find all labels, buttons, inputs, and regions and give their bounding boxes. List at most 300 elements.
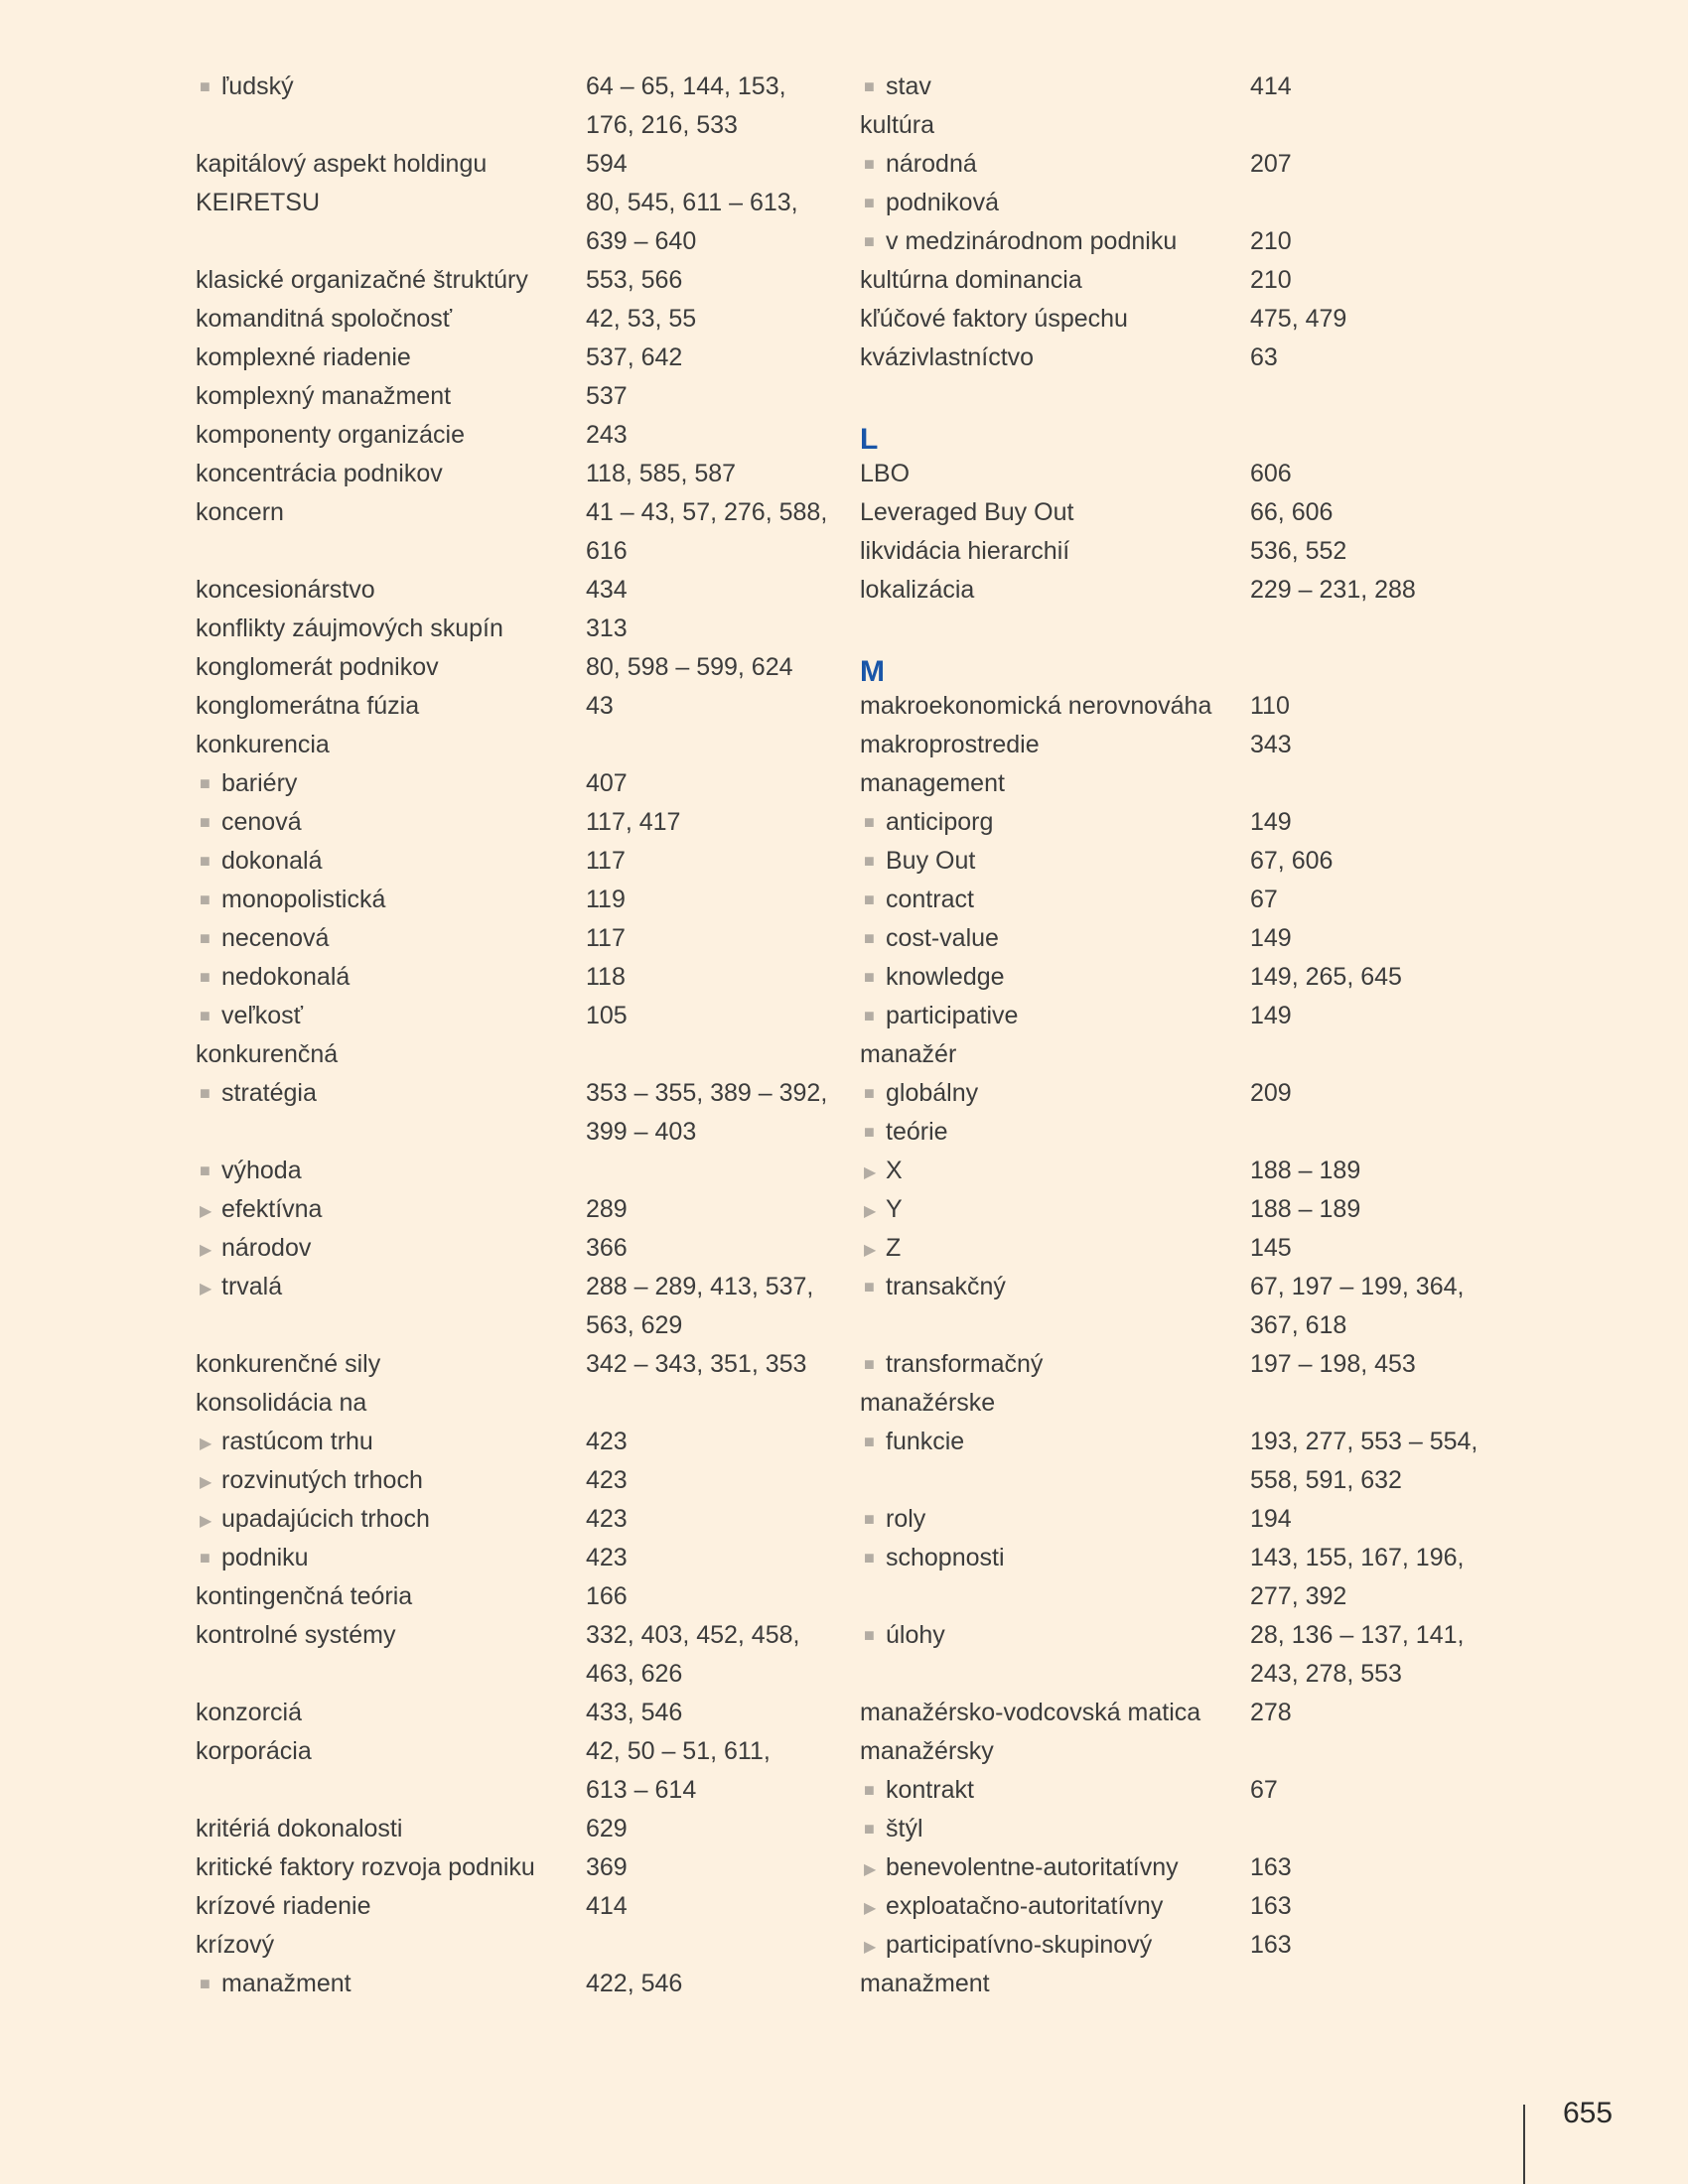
index-page-refs bbox=[1250, 532, 1346, 571]
index-term bbox=[200, 1500, 430, 1541]
index-term bbox=[196, 300, 452, 339]
page-ref-line: 207 bbox=[1250, 150, 1292, 178]
index-term-text: kontrakt bbox=[886, 1776, 974, 1804]
page-ref-line: 163 bbox=[1250, 1931, 1292, 1959]
index-term-text: kultúrna dominancia bbox=[860, 266, 1082, 294]
triangle-bullet-icon: ▶ bbox=[864, 1900, 877, 1917]
index-term-text: funkcie bbox=[886, 1428, 965, 1455]
square-bullet-icon: ■ bbox=[864, 1083, 875, 1103]
page-ref-line: 423 bbox=[586, 1505, 628, 1533]
index-page-refs bbox=[586, 1732, 771, 1810]
index-page-refs bbox=[586, 1461, 628, 1500]
index-page-refs bbox=[586, 1539, 628, 1577]
index-term-text: kvázivlastníctvo bbox=[860, 343, 1035, 371]
triangle-bullet-icon: ▶ bbox=[864, 1164, 877, 1181]
page-ref-line: 166 bbox=[586, 1582, 628, 1610]
page-ref-line: 149 bbox=[1250, 808, 1292, 836]
index-term-text: KEIRETSU bbox=[196, 189, 321, 216]
index-term-text: Leveraged Buy Out bbox=[860, 498, 1074, 526]
page-ref-line: 67 bbox=[1250, 1776, 1278, 1804]
index-term bbox=[864, 842, 975, 881]
index-page-refs bbox=[586, 764, 628, 803]
index-term-text: rozvinutých trhoch bbox=[221, 1466, 423, 1494]
index-term bbox=[200, 1423, 373, 1463]
index-page-refs bbox=[586, 1577, 628, 1616]
page-ref-line: 342 – 343, 351, 353 bbox=[586, 1350, 807, 1378]
index-term-text: koncern bbox=[196, 498, 284, 526]
index-term bbox=[864, 1616, 945, 1655]
index-page-refs bbox=[1250, 1616, 1464, 1694]
index-term-text: manažér bbox=[860, 1040, 957, 1068]
index-term bbox=[864, 997, 1018, 1035]
page-ref-line: 366 bbox=[586, 1234, 628, 1262]
index-page-refs bbox=[1250, 339, 1278, 377]
index-term-text: komanditná spoločnosť bbox=[196, 305, 453, 333]
index-term bbox=[864, 1423, 964, 1461]
index-term bbox=[860, 455, 910, 493]
index-term bbox=[196, 1616, 395, 1655]
page-ref-line: 399 – 403 bbox=[586, 1118, 697, 1146]
index-page-refs bbox=[586, 300, 696, 339]
index-term-text: koncentrácia podnikov bbox=[196, 460, 443, 487]
page-ref-line: 553, 566 bbox=[586, 266, 683, 294]
index-page-refs bbox=[1250, 1500, 1292, 1539]
index-page-refs bbox=[586, 1500, 628, 1539]
page-ref-line: 188 – 189 bbox=[1250, 1157, 1361, 1184]
index-page-refs bbox=[586, 1345, 806, 1384]
index-page-refs bbox=[1250, 493, 1333, 532]
index-term bbox=[864, 68, 931, 106]
index-page-refs bbox=[1250, 1926, 1292, 1965]
index-term bbox=[196, 648, 439, 687]
index-term bbox=[200, 1268, 282, 1308]
square-bullet-icon: ■ bbox=[864, 1006, 875, 1025]
index-term bbox=[864, 184, 999, 222]
index-page-refs bbox=[586, 958, 626, 997]
page-ref-line: 434 bbox=[586, 576, 628, 604]
index-term bbox=[196, 1887, 370, 1926]
page-ref-line: 537 bbox=[586, 382, 628, 410]
index-term-text: stratégia bbox=[221, 1079, 317, 1107]
page-ref-line: 594 bbox=[586, 150, 628, 178]
index-term bbox=[864, 1500, 925, 1539]
index-term bbox=[196, 339, 411, 377]
index-term bbox=[200, 1461, 423, 1502]
index-term-text: manažérske bbox=[860, 1389, 996, 1417]
square-bullet-icon: ■ bbox=[864, 812, 875, 832]
square-bullet-icon: ■ bbox=[864, 1625, 875, 1645]
index-page-refs bbox=[1250, 455, 1292, 493]
index-term-text: manažment bbox=[221, 1970, 352, 1997]
square-bullet-icon: ■ bbox=[200, 889, 211, 909]
index-term bbox=[196, 493, 284, 532]
page-ref-line: 536, 552 bbox=[1250, 537, 1347, 565]
page-ref-line: 67 bbox=[1250, 886, 1278, 913]
index-term-text: LBO bbox=[860, 460, 911, 487]
index-term bbox=[860, 106, 934, 145]
page-ref-line: 369 bbox=[586, 1853, 628, 1881]
page-ref-line: 163 bbox=[1250, 1892, 1292, 1920]
page-ref-line: 414 bbox=[1250, 72, 1292, 100]
index-term-text: klasické organizačné štruktúry bbox=[196, 266, 528, 294]
index-page-refs bbox=[586, 1965, 682, 2003]
page-ref-line: 43 bbox=[586, 692, 614, 720]
triangle-bullet-icon: ▶ bbox=[864, 1861, 877, 1878]
page-ref-line: 64 – 65, 144, 153, bbox=[586, 72, 786, 100]
index-page-refs bbox=[586, 687, 614, 726]
page-ref-line: 277, 392 bbox=[1250, 1582, 1347, 1610]
index-term bbox=[860, 1965, 990, 2003]
page-ref-line: 143, 155, 167, 196, bbox=[1250, 1544, 1465, 1571]
index-page-refs bbox=[1250, 842, 1333, 881]
index-term bbox=[864, 958, 1005, 997]
index-term-text: manažérsko-vodcovská matica bbox=[860, 1699, 1201, 1726]
index-term-text: koncesionárstvo bbox=[196, 576, 375, 604]
index-page-refs bbox=[586, 1694, 682, 1732]
index-term-text: národná bbox=[886, 150, 977, 178]
index-term-text: transformačný bbox=[886, 1350, 1044, 1378]
square-bullet-icon: ■ bbox=[200, 812, 211, 832]
index-term bbox=[864, 1190, 903, 1231]
index-term-text: cost-value bbox=[886, 924, 999, 952]
index-term-text: roly bbox=[886, 1505, 926, 1533]
square-bullet-icon: ■ bbox=[200, 76, 211, 96]
triangle-bullet-icon: ▶ bbox=[200, 1435, 212, 1452]
square-bullet-icon: ■ bbox=[864, 1819, 875, 1839]
index-term bbox=[200, 68, 294, 106]
index-term bbox=[860, 764, 1005, 803]
page-ref-line: 163 bbox=[1250, 1853, 1292, 1881]
index-term-text: efektívna bbox=[221, 1195, 323, 1223]
square-bullet-icon: ■ bbox=[864, 154, 875, 174]
index-page-refs bbox=[586, 1887, 628, 1926]
page-ref-line: 80, 545, 611 – 613, bbox=[586, 189, 798, 216]
index-term bbox=[860, 493, 1073, 532]
index-term-text: participative bbox=[886, 1002, 1019, 1029]
index-page-refs bbox=[586, 610, 628, 648]
index-page-refs bbox=[586, 184, 798, 261]
page-ref-line: 105 bbox=[586, 1002, 628, 1029]
index-page-refs bbox=[586, 1190, 628, 1229]
index-page-refs bbox=[586, 881, 626, 919]
index-page-refs bbox=[1250, 726, 1292, 764]
square-bullet-icon: ■ bbox=[200, 773, 211, 793]
index-term-text: podniku bbox=[221, 1544, 309, 1571]
index-term-text: rastúcom trhu bbox=[221, 1428, 373, 1455]
index-term-text: konsolidácia na bbox=[196, 1389, 367, 1417]
index-term-text: konzorciá bbox=[196, 1699, 302, 1726]
index-term bbox=[864, 1926, 1152, 1967]
page-ref-line: 558, 591, 632 bbox=[1250, 1466, 1402, 1494]
page-ref-line: 343 bbox=[1250, 731, 1292, 758]
index-page-refs bbox=[586, 261, 682, 300]
index-term-text: contract bbox=[886, 886, 974, 913]
square-bullet-icon: ■ bbox=[864, 76, 875, 96]
page-ref-line: 414 bbox=[586, 1892, 628, 1920]
index-term bbox=[196, 1732, 312, 1771]
index-term bbox=[196, 1345, 380, 1384]
index-term bbox=[864, 1345, 1043, 1384]
page-ref-line: 67, 197 – 199, 364, bbox=[1250, 1273, 1465, 1300]
index-page-refs bbox=[586, 1616, 799, 1694]
index-page-refs bbox=[586, 377, 628, 416]
square-bullet-icon: ■ bbox=[200, 1160, 211, 1180]
index-term-text: výhoda bbox=[221, 1157, 302, 1184]
index-term-text: schopnosti bbox=[886, 1544, 1005, 1571]
index-term-text: komponenty organizácie bbox=[196, 421, 465, 449]
square-bullet-icon: ■ bbox=[864, 1354, 875, 1374]
square-bullet-icon: ■ bbox=[200, 851, 211, 871]
index-page-refs bbox=[1250, 68, 1292, 106]
index-term-text: X bbox=[886, 1157, 903, 1184]
index-term bbox=[200, 1190, 322, 1231]
index-term bbox=[864, 1539, 1005, 1577]
index-term bbox=[196, 1035, 338, 1074]
square-bullet-icon: ■ bbox=[200, 1548, 211, 1568]
index-term-text: konkurencia bbox=[196, 731, 330, 758]
index-term bbox=[200, 764, 297, 803]
page-ref-line: 289 bbox=[586, 1195, 628, 1223]
index-term-text: nedokonalá bbox=[221, 963, 351, 991]
index-page-refs bbox=[1250, 571, 1416, 610]
index-term-text: Z bbox=[886, 1234, 902, 1262]
index-term bbox=[860, 726, 1040, 764]
index-page-refs bbox=[586, 1810, 628, 1848]
index-term-text: krízový bbox=[196, 1931, 275, 1959]
index-page-refs bbox=[1250, 145, 1292, 184]
index-term-text: konflikty záujmových skupín bbox=[196, 614, 503, 642]
index-term-text: teórie bbox=[886, 1118, 948, 1146]
page-ref-line: 110 bbox=[1250, 692, 1290, 720]
page-ref-line: 41 – 43, 57, 276, 588, bbox=[586, 498, 828, 526]
page-ref-line: 278 bbox=[1250, 1699, 1292, 1726]
index-page-refs bbox=[586, 842, 626, 881]
page-ref-line: 149 bbox=[1250, 1002, 1292, 1029]
index-term bbox=[196, 610, 503, 648]
index-term bbox=[864, 1113, 948, 1152]
page-ref-line: 423 bbox=[586, 1428, 628, 1455]
index-term bbox=[200, 1965, 352, 2003]
page-ref-line: 149, 265, 645 bbox=[1250, 963, 1402, 991]
square-bullet-icon: ■ bbox=[200, 1083, 211, 1103]
page-ref-line: 629 bbox=[586, 1815, 628, 1843]
index-page-refs bbox=[586, 1074, 827, 1152]
page-ref-line: 433, 546 bbox=[586, 1699, 683, 1726]
page-ref-line: 422, 546 bbox=[586, 1970, 683, 1997]
square-bullet-icon: ■ bbox=[200, 967, 211, 987]
index-term-text: makroprostredie bbox=[860, 731, 1040, 758]
index-page-refs bbox=[586, 455, 736, 493]
index-term bbox=[196, 1810, 402, 1848]
triangle-bullet-icon: ▶ bbox=[864, 1203, 877, 1220]
index-term-text: konglomerát podnikov bbox=[196, 653, 439, 681]
section-letter-label: L bbox=[860, 423, 879, 456]
index-term bbox=[196, 1926, 274, 1965]
square-bullet-icon: ■ bbox=[864, 1277, 875, 1297]
page-ref-line: 149 bbox=[1250, 924, 1292, 952]
page-ref-line: 613 – 614 bbox=[586, 1776, 697, 1804]
index-term bbox=[864, 1268, 1006, 1306]
index-term-text: cenová bbox=[221, 808, 302, 836]
index-term-text: exploatačno-autoritatívny bbox=[886, 1892, 1164, 1920]
page-ref-line: 80, 598 – 599, 624 bbox=[586, 653, 793, 681]
index-page-refs bbox=[1250, 222, 1292, 261]
index-page-refs bbox=[1250, 1074, 1292, 1113]
page-ref-line: 210 bbox=[1250, 266, 1292, 294]
index-term bbox=[196, 1694, 302, 1732]
square-bullet-icon: ■ bbox=[864, 1509, 875, 1529]
index-term bbox=[196, 261, 528, 300]
index-page-refs bbox=[1250, 1694, 1292, 1732]
square-bullet-icon: ■ bbox=[864, 1432, 875, 1451]
index-term bbox=[200, 842, 322, 881]
index-term-text: národov bbox=[221, 1234, 312, 1262]
square-bullet-icon: ■ bbox=[864, 193, 875, 212]
page-ref-line: 209 bbox=[1250, 1079, 1292, 1107]
page-ref-line: 66, 606 bbox=[1250, 498, 1334, 526]
triangle-bullet-icon: ▶ bbox=[864, 1939, 877, 1956]
page-ref-line: 117, 417 bbox=[586, 808, 681, 836]
page-ref-line: 118, 585, 587 bbox=[586, 460, 737, 487]
square-bullet-icon: ■ bbox=[864, 1122, 875, 1142]
index-term bbox=[196, 1577, 412, 1616]
square-bullet-icon: ■ bbox=[864, 1548, 875, 1568]
index-term-text: úlohy bbox=[886, 1621, 945, 1649]
index-term bbox=[860, 1694, 1200, 1732]
index-term-text: trvalá bbox=[221, 1273, 283, 1300]
index-term-text: likvidácia hierarchií bbox=[860, 537, 1070, 565]
page-ref-line: 475, 479 bbox=[1250, 305, 1347, 333]
page-ref-line: 229 – 231, 288 bbox=[1250, 576, 1416, 604]
index-page-refs bbox=[1250, 881, 1278, 919]
index-page-refs bbox=[1250, 1190, 1360, 1229]
index-page-refs bbox=[1250, 1268, 1464, 1345]
page-ref-line: 176, 216, 533 bbox=[586, 111, 738, 139]
page-ref-line: 537, 642 bbox=[586, 343, 683, 371]
page-ref-line: 616 bbox=[586, 537, 628, 565]
page-ref-line: 117 bbox=[586, 847, 626, 875]
index-term-text: kontingenčná teória bbox=[196, 1582, 413, 1610]
triangle-bullet-icon: ▶ bbox=[200, 1203, 212, 1220]
page-ref-line: 353 – 355, 389 – 392, bbox=[586, 1079, 828, 1107]
index-term bbox=[860, 300, 1128, 339]
page-ref-line: 197 – 198, 453 bbox=[1250, 1350, 1416, 1378]
index-term bbox=[196, 571, 375, 610]
index-term bbox=[864, 919, 999, 958]
page-ref-line: 67, 606 bbox=[1250, 847, 1334, 875]
square-bullet-icon: ■ bbox=[864, 231, 875, 251]
index-page-refs bbox=[586, 1268, 813, 1345]
index-term bbox=[196, 184, 320, 222]
index-term bbox=[860, 571, 974, 610]
index-page-refs bbox=[1250, 1423, 1477, 1500]
index-term bbox=[864, 1810, 923, 1848]
index-term-text: management bbox=[860, 769, 1005, 797]
page-ref-line: 423 bbox=[586, 1544, 628, 1571]
index-page-refs bbox=[1250, 1229, 1292, 1268]
triangle-bullet-icon: ▶ bbox=[200, 1281, 212, 1297]
index-term-text: v medzinárodnom podniku bbox=[886, 227, 1178, 255]
page-ref-line: 423 bbox=[586, 1466, 628, 1494]
page-ref-line: 243 bbox=[586, 421, 628, 449]
square-bullet-icon: ■ bbox=[864, 1780, 875, 1800]
index-term-text: lokalizácia bbox=[860, 576, 975, 604]
index-page-refs bbox=[1250, 1345, 1416, 1384]
index-page-refs bbox=[1250, 1152, 1360, 1190]
index-term-text: podniková bbox=[886, 189, 999, 216]
square-bullet-icon: ■ bbox=[864, 851, 875, 871]
index-term bbox=[864, 1848, 1179, 1889]
index-page-refs bbox=[586, 68, 786, 145]
index-term-text: knowledge bbox=[886, 963, 1005, 991]
index-term-text: korporácia bbox=[196, 1737, 312, 1765]
index-page-refs bbox=[1250, 1539, 1464, 1616]
index-term-text: monopolistická bbox=[221, 886, 386, 913]
square-bullet-icon: ■ bbox=[200, 1006, 211, 1025]
index-term bbox=[860, 261, 1082, 300]
index-term-text: veľkosť bbox=[221, 1002, 303, 1029]
page-ref-line: 243, 278, 553 bbox=[1250, 1660, 1402, 1688]
index-term bbox=[864, 1074, 978, 1113]
page-ref-line: 639 – 640 bbox=[586, 227, 697, 255]
page-ref-line: 563, 629 bbox=[586, 1311, 683, 1339]
index-term bbox=[864, 1887, 1163, 1928]
page-ref-line: 288 – 289, 413, 537, bbox=[586, 1273, 814, 1300]
index-page-refs bbox=[1250, 1771, 1278, 1810]
page-ref-line: 119 bbox=[586, 886, 626, 913]
index-page-refs bbox=[1250, 1848, 1292, 1887]
square-bullet-icon: ■ bbox=[864, 928, 875, 948]
index-term bbox=[860, 1035, 956, 1074]
page-ref-line: 332, 403, 452, 458, bbox=[586, 1621, 800, 1649]
index-term-text: Y bbox=[886, 1195, 903, 1223]
page-ref-line: 145 bbox=[1250, 1234, 1292, 1262]
index-term bbox=[196, 416, 465, 455]
index-term-text: transakčný bbox=[886, 1273, 1006, 1300]
index-term bbox=[860, 687, 1211, 726]
index-term-text: upadajúcich trhoch bbox=[221, 1505, 430, 1533]
index-page-refs bbox=[586, 803, 680, 842]
page-ref-line: 42, 50 – 51, 611, bbox=[586, 1737, 771, 1765]
page-number: 655 bbox=[1563, 2097, 1614, 2129]
square-bullet-icon: ■ bbox=[864, 889, 875, 909]
index-term-text: kapitálový aspekt holdingu bbox=[196, 150, 488, 178]
index-term-text: konkurenčná bbox=[196, 1040, 339, 1068]
page-ref-line: 194 bbox=[1250, 1505, 1292, 1533]
index-term-text: manažment bbox=[860, 1970, 990, 1997]
index-page-refs bbox=[586, 997, 628, 1035]
index-page-refs bbox=[1250, 803, 1292, 842]
index-page-refs bbox=[586, 1423, 628, 1461]
index-page-refs bbox=[586, 571, 628, 610]
triangle-bullet-icon: ▶ bbox=[864, 1242, 877, 1259]
section-letter-label: M bbox=[860, 655, 885, 688]
index-term bbox=[860, 1384, 995, 1423]
index-term bbox=[200, 1229, 311, 1270]
page-ref-line: 63 bbox=[1250, 343, 1278, 371]
page-ref-line: 407 bbox=[586, 769, 628, 797]
index-term bbox=[200, 803, 302, 842]
index-term-text: konkurenčné sily bbox=[196, 1350, 381, 1378]
triangle-bullet-icon: ▶ bbox=[200, 1242, 212, 1259]
index-term bbox=[196, 726, 330, 764]
index-page-refs bbox=[586, 493, 827, 571]
page-ref-line: 193, 277, 553 – 554, bbox=[1250, 1428, 1478, 1455]
index-term bbox=[196, 1384, 366, 1423]
page-ref-line: 117 bbox=[586, 924, 626, 952]
square-bullet-icon: ■ bbox=[864, 967, 875, 987]
index-term bbox=[196, 145, 487, 184]
